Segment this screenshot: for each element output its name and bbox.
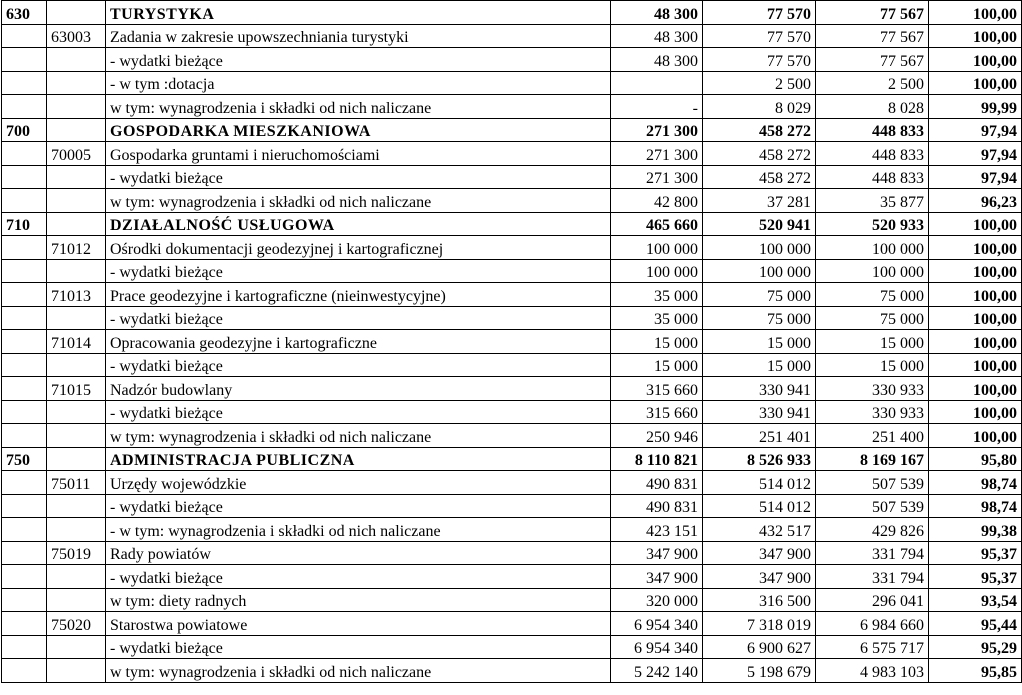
plan-after-changes-cell: 330 941: [703, 400, 816, 424]
plan-after-changes-cell: 15 000: [703, 330, 816, 354]
execution-percent-cell: 97,94: [929, 142, 1022, 166]
dzial-code-cell: [2, 612, 47, 636]
plan-amount-cell: 490 831: [611, 494, 703, 518]
execution-percent-cell: 95,80: [929, 447, 1022, 471]
detail-row: [2, 588, 1022, 612]
plan-after-changes-cell: 5 198 679: [703, 659, 816, 683]
dzial-code-cell: [2, 71, 47, 95]
plan-after-changes-cell: 458 272: [703, 142, 816, 166]
rozdzial-code-cell: 70005: [47, 142, 106, 166]
rozdzial-row: [2, 471, 1022, 495]
plan-amount-cell: 250 946: [611, 424, 703, 448]
rozdzial-code-cell: [47, 306, 106, 330]
dzial-code-cell: [2, 95, 47, 119]
plan-after-changes-cell: 347 900: [703, 565, 816, 589]
detail-row: [2, 189, 1022, 213]
dzial-code-cell: [2, 400, 47, 424]
dzial-row: [2, 1, 1022, 25]
dzial-code-cell: [2, 353, 47, 377]
plan-after-changes-cell: 6 900 627: [703, 635, 816, 659]
execution-amount-cell: 77 567: [816, 24, 929, 48]
plan-after-changes-cell: 458 272: [703, 118, 816, 142]
plan-amount-cell: 35 000: [611, 283, 703, 307]
execution-amount-cell: 8 169 167: [816, 447, 929, 471]
execution-amount-cell: 429 826: [816, 518, 929, 542]
execution-amount-cell: 448 833: [816, 118, 929, 142]
dzial-code-cell: [2, 565, 47, 589]
plan-amount-cell: 347 900: [611, 565, 703, 589]
item-name-cell: Rady powiatów: [106, 541, 611, 565]
execution-amount-cell: 6 984 660: [816, 612, 929, 636]
execution-percent-cell: 100,00: [929, 353, 1022, 377]
execution-amount-cell: 520 933: [816, 212, 929, 236]
execution-amount-cell: 15 000: [816, 353, 929, 377]
detail-row: [2, 424, 1022, 448]
plan-amount-cell: 347 900: [611, 541, 703, 565]
budget-table-body: [2, 1, 1022, 683]
rozdzial-code-cell: [47, 424, 106, 448]
rozdzial-code-cell: 75020: [47, 612, 106, 636]
dzial-code-cell: [2, 518, 47, 542]
execution-amount-cell: 77 567: [816, 1, 929, 25]
plan-amount-cell: 490 831: [611, 471, 703, 495]
plan-after-changes-cell: 520 941: [703, 212, 816, 236]
rozdzial-code-cell: [47, 659, 106, 683]
execution-amount-cell: 8 028: [816, 95, 929, 119]
plan-amount-cell: 48 300: [611, 1, 703, 25]
budget-expenditure-table: [1, 0, 1022, 683]
dzial-code-cell: [2, 471, 47, 495]
dzial-code-cell: [2, 494, 47, 518]
plan-after-changes-cell: 77 570: [703, 24, 816, 48]
rozdzial-row: [2, 377, 1022, 401]
plan-after-changes-cell: 514 012: [703, 471, 816, 495]
plan-amount-cell: [611, 71, 703, 95]
dzial-code-cell: [2, 330, 47, 354]
execution-percent-cell: 97,94: [929, 165, 1022, 189]
rozdzial-row: [2, 330, 1022, 354]
item-name-cell: - wydatki bieżące: [106, 306, 611, 330]
dzial-code-cell: [2, 588, 47, 612]
rozdzial-row: [2, 283, 1022, 307]
plan-after-changes-cell: 2 500: [703, 71, 816, 95]
detail-row: [2, 165, 1022, 189]
rozdzial-code-cell: [47, 71, 106, 95]
plan-after-changes-cell: 37 281: [703, 189, 816, 213]
rozdzial-code-cell: [47, 1, 106, 25]
dzial-code-cell: 710: [2, 212, 47, 236]
execution-percent-cell: 95,29: [929, 635, 1022, 659]
execution-percent-cell: 100,00: [929, 1, 1022, 25]
plan-after-changes-cell: 330 941: [703, 377, 816, 401]
rozdzial-code-cell: [47, 259, 106, 283]
item-name-cell: w tym: diety radnych: [106, 588, 611, 612]
dzial-code-cell: 630: [2, 1, 47, 25]
plan-after-changes-cell: 77 570: [703, 48, 816, 72]
rozdzial-row: [2, 236, 1022, 260]
plan-amount-cell: -: [611, 95, 703, 119]
detail-row: [2, 400, 1022, 424]
item-name-cell: Starostwa powiatowe: [106, 612, 611, 636]
item-name-cell: - wydatki bieżące: [106, 565, 611, 589]
detail-row: [2, 48, 1022, 72]
execution-amount-cell: 4 983 103: [816, 659, 929, 683]
execution-amount-cell: 15 000: [816, 330, 929, 354]
execution-percent-cell: 100,00: [929, 424, 1022, 448]
plan-amount-cell: 315 660: [611, 400, 703, 424]
rozdzial-code-cell: [47, 165, 106, 189]
item-name-cell: w tym: wynagrodzenia i składki od nich naliczane: [106, 189, 611, 213]
plan-after-changes-cell: 75 000: [703, 283, 816, 307]
rozdzial-code-cell: [47, 400, 106, 424]
item-name-cell: w tym: wynagrodzenia i składki od nich naliczane: [106, 659, 611, 683]
plan-after-changes-cell: 75 000: [703, 306, 816, 330]
item-name-cell: w tym: wynagrodzenia i składki od nich naliczane: [106, 424, 611, 448]
item-name-cell: ADMINISTRACJA PUBLICZNA: [106, 447, 611, 471]
item-name-cell: - wydatki bieżące: [106, 48, 611, 72]
dzial-code-cell: [2, 142, 47, 166]
execution-percent-cell: 98,74: [929, 471, 1022, 495]
dzial-code-cell: 750: [2, 447, 47, 471]
plan-amount-cell: 48 300: [611, 48, 703, 72]
item-name-cell: - wydatki bieżące: [106, 165, 611, 189]
plan-after-changes-cell: 458 272: [703, 165, 816, 189]
rozdzial-code-cell: [47, 189, 106, 213]
dzial-code-cell: [2, 259, 47, 283]
rozdzial-code-cell: [47, 353, 106, 377]
detail-row: [2, 259, 1022, 283]
dzial-row: [2, 212, 1022, 236]
dzial-row: [2, 447, 1022, 471]
rozdzial-row: [2, 24, 1022, 48]
item-name-cell: Gospodarka gruntami i nieruchomościami: [106, 142, 611, 166]
plan-amount-cell: 6 954 340: [611, 635, 703, 659]
item-name-cell: - w tym :dotacja: [106, 71, 611, 95]
plan-after-changes-cell: 347 900: [703, 541, 816, 565]
rozdzial-code-cell: 75011: [47, 471, 106, 495]
rozdzial-code-cell: [47, 95, 106, 119]
rozdzial-code-cell: [47, 118, 106, 142]
detail-row: [2, 95, 1022, 119]
item-name-cell: Urzędy wojewódzkie: [106, 471, 611, 495]
execution-amount-cell: 507 539: [816, 471, 929, 495]
execution-percent-cell: 100,00: [929, 306, 1022, 330]
detail-row: [2, 518, 1022, 542]
plan-amount-cell: 100 000: [611, 236, 703, 260]
plan-after-changes-cell: 100 000: [703, 259, 816, 283]
dzial-row: [2, 118, 1022, 142]
execution-amount-cell: 331 794: [816, 541, 929, 565]
plan-amount-cell: 5 242 140: [611, 659, 703, 683]
execution-percent-cell: 95,37: [929, 565, 1022, 589]
execution-amount-cell: 296 041: [816, 588, 929, 612]
plan-after-changes-cell: 8 029: [703, 95, 816, 119]
rozdzial-code-cell: 75019: [47, 541, 106, 565]
plan-after-changes-cell: 432 517: [703, 518, 816, 542]
rozdzial-code-cell: [47, 565, 106, 589]
item-name-cell: Opracowania geodezyjne i kartograficzne: [106, 330, 611, 354]
execution-amount-cell: 330 933: [816, 377, 929, 401]
execution-percent-cell: 95,44: [929, 612, 1022, 636]
rozdzial-code-cell: [47, 588, 106, 612]
plan-amount-cell: 42 800: [611, 189, 703, 213]
plan-after-changes-cell: 100 000: [703, 236, 816, 260]
item-name-cell: DZIAŁALNOŚĆ USŁUGOWA: [106, 212, 611, 236]
rozdzial-code-cell: [47, 447, 106, 471]
rozdzial-code-cell: 63003: [47, 24, 106, 48]
execution-percent-cell: 100,00: [929, 330, 1022, 354]
item-name-cell: - wydatki bieżące: [106, 353, 611, 377]
item-name-cell: - wydatki bieżące: [106, 400, 611, 424]
execution-amount-cell: 100 000: [816, 236, 929, 260]
execution-percent-cell: 95,85: [929, 659, 1022, 683]
dzial-code-cell: [2, 635, 47, 659]
plan-amount-cell: 465 660: [611, 212, 703, 236]
detail-row: [2, 635, 1022, 659]
execution-amount-cell: 2 500: [816, 71, 929, 95]
rozdzial-code-cell: [47, 635, 106, 659]
execution-percent-cell: 100,00: [929, 24, 1022, 48]
dzial-code-cell: [2, 24, 47, 48]
plan-amount-cell: 271 300: [611, 165, 703, 189]
execution-percent-cell: 100,00: [929, 259, 1022, 283]
execution-percent-cell: 100,00: [929, 236, 1022, 260]
plan-amount-cell: 271 300: [611, 118, 703, 142]
plan-after-changes-cell: 251 401: [703, 424, 816, 448]
execution-amount-cell: 331 794: [816, 565, 929, 589]
execution-percent-cell: 100,00: [929, 71, 1022, 95]
detail-row: [2, 71, 1022, 95]
execution-percent-cell: 100,00: [929, 48, 1022, 72]
dzial-code-cell: [2, 306, 47, 330]
execution-percent-cell: 100,00: [929, 400, 1022, 424]
plan-amount-cell: 48 300: [611, 24, 703, 48]
execution-amount-cell: 330 933: [816, 400, 929, 424]
plan-amount-cell: 423 151: [611, 518, 703, 542]
plan-amount-cell: 100 000: [611, 259, 703, 283]
plan-after-changes-cell: 8 526 933: [703, 447, 816, 471]
plan-amount-cell: 320 000: [611, 588, 703, 612]
execution-amount-cell: 6 575 717: [816, 635, 929, 659]
dzial-code-cell: [2, 48, 47, 72]
rozdzial-code-cell: [47, 212, 106, 236]
execution-percent-cell: 98,74: [929, 494, 1022, 518]
rozdzial-code-cell: 71015: [47, 377, 106, 401]
execution-percent-cell: 100,00: [929, 212, 1022, 236]
rozdzial-row: [2, 612, 1022, 636]
plan-amount-cell: 15 000: [611, 330, 703, 354]
plan-after-changes-cell: 15 000: [703, 353, 816, 377]
detail-row: [2, 306, 1022, 330]
plan-after-changes-cell: 7 318 019: [703, 612, 816, 636]
execution-percent-cell: 100,00: [929, 283, 1022, 307]
rozdzial-code-cell: 71013: [47, 283, 106, 307]
detail-row: [2, 353, 1022, 377]
item-name-cell: Zadania w zakresie upowszechniania turystyki: [106, 24, 611, 48]
item-name-cell: Nadzór budowlany: [106, 377, 611, 401]
plan-amount-cell: 315 660: [611, 377, 703, 401]
item-name-cell: GOSPODARKA MIESZKANIOWA: [106, 118, 611, 142]
rozdzial-code-cell: [47, 48, 106, 72]
plan-amount-cell: 6 954 340: [611, 612, 703, 636]
item-name-cell: - wydatki bieżące: [106, 259, 611, 283]
execution-amount-cell: 100 000: [816, 259, 929, 283]
plan-after-changes-cell: 514 012: [703, 494, 816, 518]
rozdzial-row: [2, 142, 1022, 166]
plan-amount-cell: 15 000: [611, 353, 703, 377]
rozdzial-code-cell: 71014: [47, 330, 106, 354]
detail-row: [2, 659, 1022, 683]
dzial-code-cell: [2, 659, 47, 683]
execution-amount-cell: 251 400: [816, 424, 929, 448]
execution-percent-cell: 100,00: [929, 377, 1022, 401]
execution-amount-cell: 507 539: [816, 494, 929, 518]
dzial-code-cell: [2, 283, 47, 307]
item-name-cell: - wydatki bieżące: [106, 635, 611, 659]
rozdzial-row: [2, 541, 1022, 565]
dzial-code-cell: [2, 424, 47, 448]
rozdzial-code-cell: [47, 494, 106, 518]
plan-amount-cell: 271 300: [611, 142, 703, 166]
dzial-code-cell: [2, 377, 47, 401]
item-name-cell: TURYSTYKA: [106, 1, 611, 25]
item-name-cell: - w tym: wynagrodzenia i składki od nich naliczane: [106, 518, 611, 542]
rozdzial-code-cell: [47, 518, 106, 542]
dzial-code-cell: 700: [2, 118, 47, 142]
dzial-code-cell: [2, 165, 47, 189]
plan-amount-cell: 8 110 821: [611, 447, 703, 471]
execution-percent-cell: 97,94: [929, 118, 1022, 142]
dzial-code-cell: [2, 236, 47, 260]
item-name-cell: Ośrodki dokumentacji geodezyjnej i kartograficznej: [106, 236, 611, 260]
plan-amount-cell: 35 000: [611, 306, 703, 330]
execution-amount-cell: 77 567: [816, 48, 929, 72]
item-name-cell: Prace geodezyjne i kartograficzne (nieinwestycyjne): [106, 283, 611, 307]
execution-amount-cell: 448 833: [816, 165, 929, 189]
execution-percent-cell: 99,99: [929, 95, 1022, 119]
rozdzial-code-cell: 71012: [47, 236, 106, 260]
execution-percent-cell: 93,54: [929, 588, 1022, 612]
detail-row: [2, 565, 1022, 589]
execution-percent-cell: 99,38: [929, 518, 1022, 542]
plan-after-changes-cell: 77 570: [703, 1, 816, 25]
execution-amount-cell: 75 000: [816, 283, 929, 307]
execution-amount-cell: 35 877: [816, 189, 929, 213]
detail-row: [2, 494, 1022, 518]
execution-amount-cell: 448 833: [816, 142, 929, 166]
plan-after-changes-cell: 316 500: [703, 588, 816, 612]
execution-percent-cell: 95,37: [929, 541, 1022, 565]
dzial-code-cell: [2, 541, 47, 565]
item-name-cell: - wydatki bieżące: [106, 494, 611, 518]
execution-percent-cell: 96,23: [929, 189, 1022, 213]
item-name-cell: w tym: wynagrodzenia i składki od nich naliczane: [106, 95, 611, 119]
dzial-code-cell: [2, 189, 47, 213]
execution-amount-cell: 75 000: [816, 306, 929, 330]
